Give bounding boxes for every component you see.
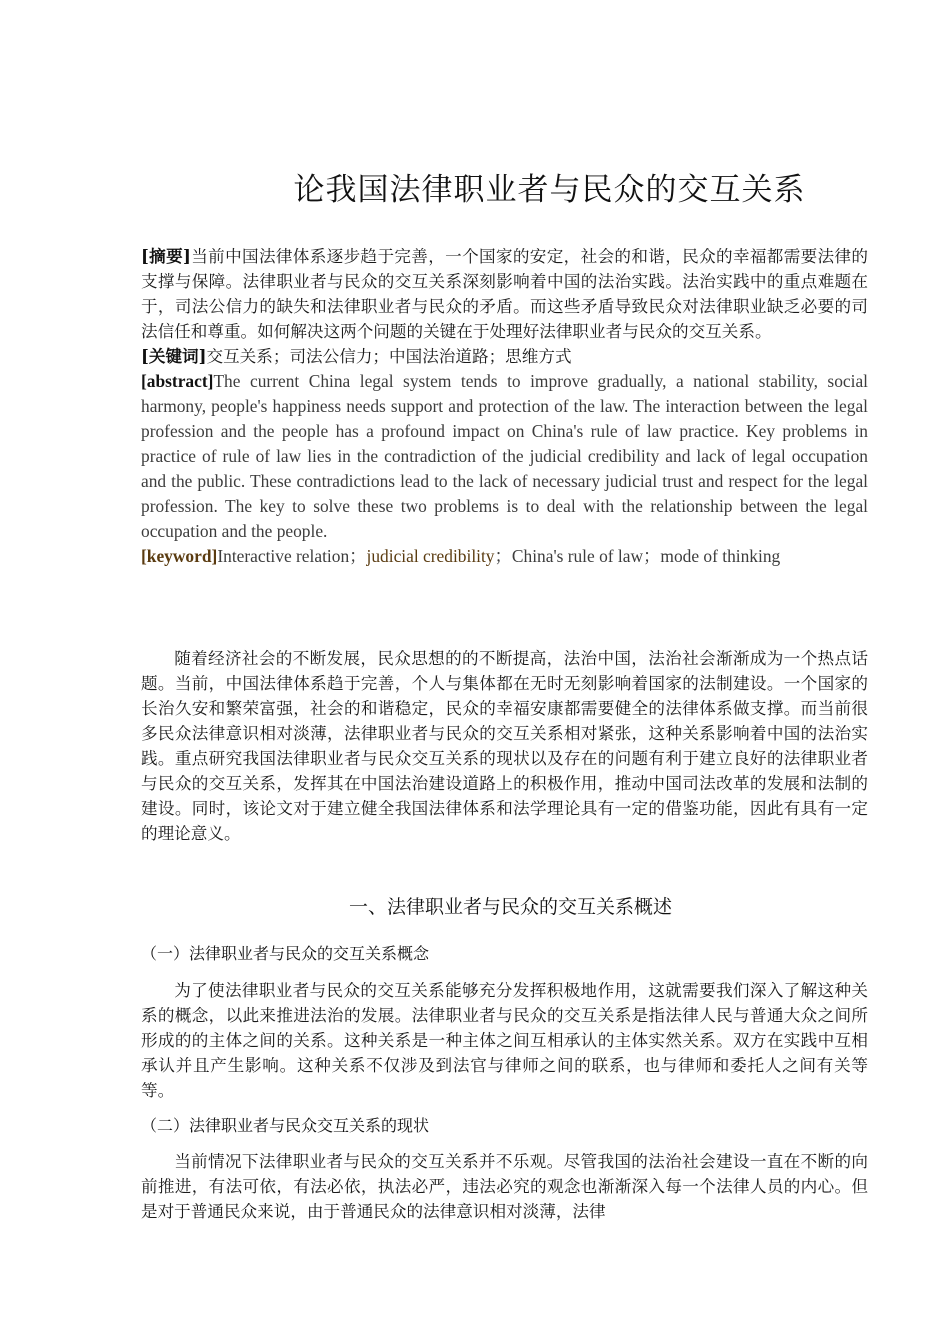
keywords-en-label: [keyword] xyxy=(141,546,218,566)
keywords-cn xyxy=(141,344,868,369)
keywords-en-k1: Interactive relation； xyxy=(217,546,367,566)
abstract-en xyxy=(141,369,868,544)
keywords-en-k2: judicial credibility xyxy=(366,546,495,566)
keywords-cn-text: 交互关系；司法公信力；中国法治道路；思维方式 xyxy=(206,347,572,366)
introduction xyxy=(141,646,868,846)
subsection-2-paragraph: 当前情况下法律职业者与民众的交互关系并不乐观。尽管我国的法治社会建设一直在不断的向前推进，有法可依，有法必依，执法必严，违法必究的观念也渐渐深入每一个法律人员的内心。但是对于普通民众来说，由于普通民众的法律意识相对淡薄，法律 xyxy=(141,1152,868,1221)
abstract-en-text: The current China legal system tends to improve gradually, a national stability, social harmony, people's happiness needs support and protection of the law. The interaction between the legal profession and the people has a profound impact on China's rule of law practice. Key problems in practice of rule of law lies in the contradiction of the judicial credibility and lack of legal occupation and the public. These contradictions lead to the lack of necessary judicial trust and respect for the legal profession. The key to solve these two problems is to deal with the relationship between the legal occupation and the people. xyxy=(141,371,868,541)
abstract-cn-label: [摘要] xyxy=(141,246,191,266)
keywords-en-k3: ；China's rule of law；mode of thinking xyxy=(494,546,781,566)
intro-paragraph: 随着经济社会的不断发展，民众思想的的不断提高，法治中国，法治社会渐渐成为一个热点话题。当前，中国法律体系趋于完善，个人与集体都在无时无刻影响着国家的法制建设。一个国家的长治久安和繁荣富强，社会的和谐稳定，民众的幸福安康都需要健全的法律体系做支撑。而当前很多民众法律意识相对淡薄，法律职业者与民众的交互关系相对紧张，这种关系影响着中国的法治实践。重点研究我国法律职业者与民众交互关系的现状以及存在的问题有利于建立良好的法律职业者与民众的交互关系，发挥其在中国法治建设道路上的积极作用，推动中国司法改革的发展和法制的建设。同时，该论文对于建立健全我国法律体系和法学理论具有一定的借鉴功能，因此有具有一定的理论意义。 xyxy=(141,649,868,843)
abstract-section xyxy=(141,244,868,569)
paper-title: 论我国法律职业者与民众的交互关系 xyxy=(293,172,806,208)
subsection-1-heading: （一）法律职业者与民众的交互关系概念 xyxy=(141,944,430,963)
section-1-heading: 一、法律职业者与民众的交互关系概述 xyxy=(348,896,672,918)
keywords-cn-label: [关键词] xyxy=(141,346,207,366)
abstract-en-label: [abstract] xyxy=(141,371,214,391)
subsection-2-heading: （二）法律职业者与民众交互关系的现状 xyxy=(141,1116,430,1135)
keywords-en xyxy=(141,544,868,569)
abstract-cn xyxy=(141,244,868,344)
subsection-1-paragraph: 为了使法律职业者与民众的交互关系能够充分发挥积极地作用，这就需要我们深入了解这种关系的概念，以此来推进法治的发展。法律职业者与民众的交互关系是指法律人民与普通大众之间所形成的的主体之间的关系。这种关系是一种主体之间互相承认的主体实然关系。双方在实践中互相承认并且产生影响。这种关系不仅涉及到法官与律师之间的联系，也与律师和委托人之间有关等等。 xyxy=(141,981,868,1100)
abstract-cn-text: 当前中国法律体系逐步趋于完善，一个国家的安定，社会的和谐，民众的幸福都需要法律的支撑与保障。法律职业者与民众的交互关系深刻影响着中国的法治实践。法治实践中的重点难题在于，司法公信力的缺失和法律职业者与民众的矛盾。而这些矛盾导致民众对法律职业缺乏必要的司法信任和尊重。如何解决这两个问题的关键在于处理好法律职业者与民众的交互关系。 xyxy=(141,247,869,341)
